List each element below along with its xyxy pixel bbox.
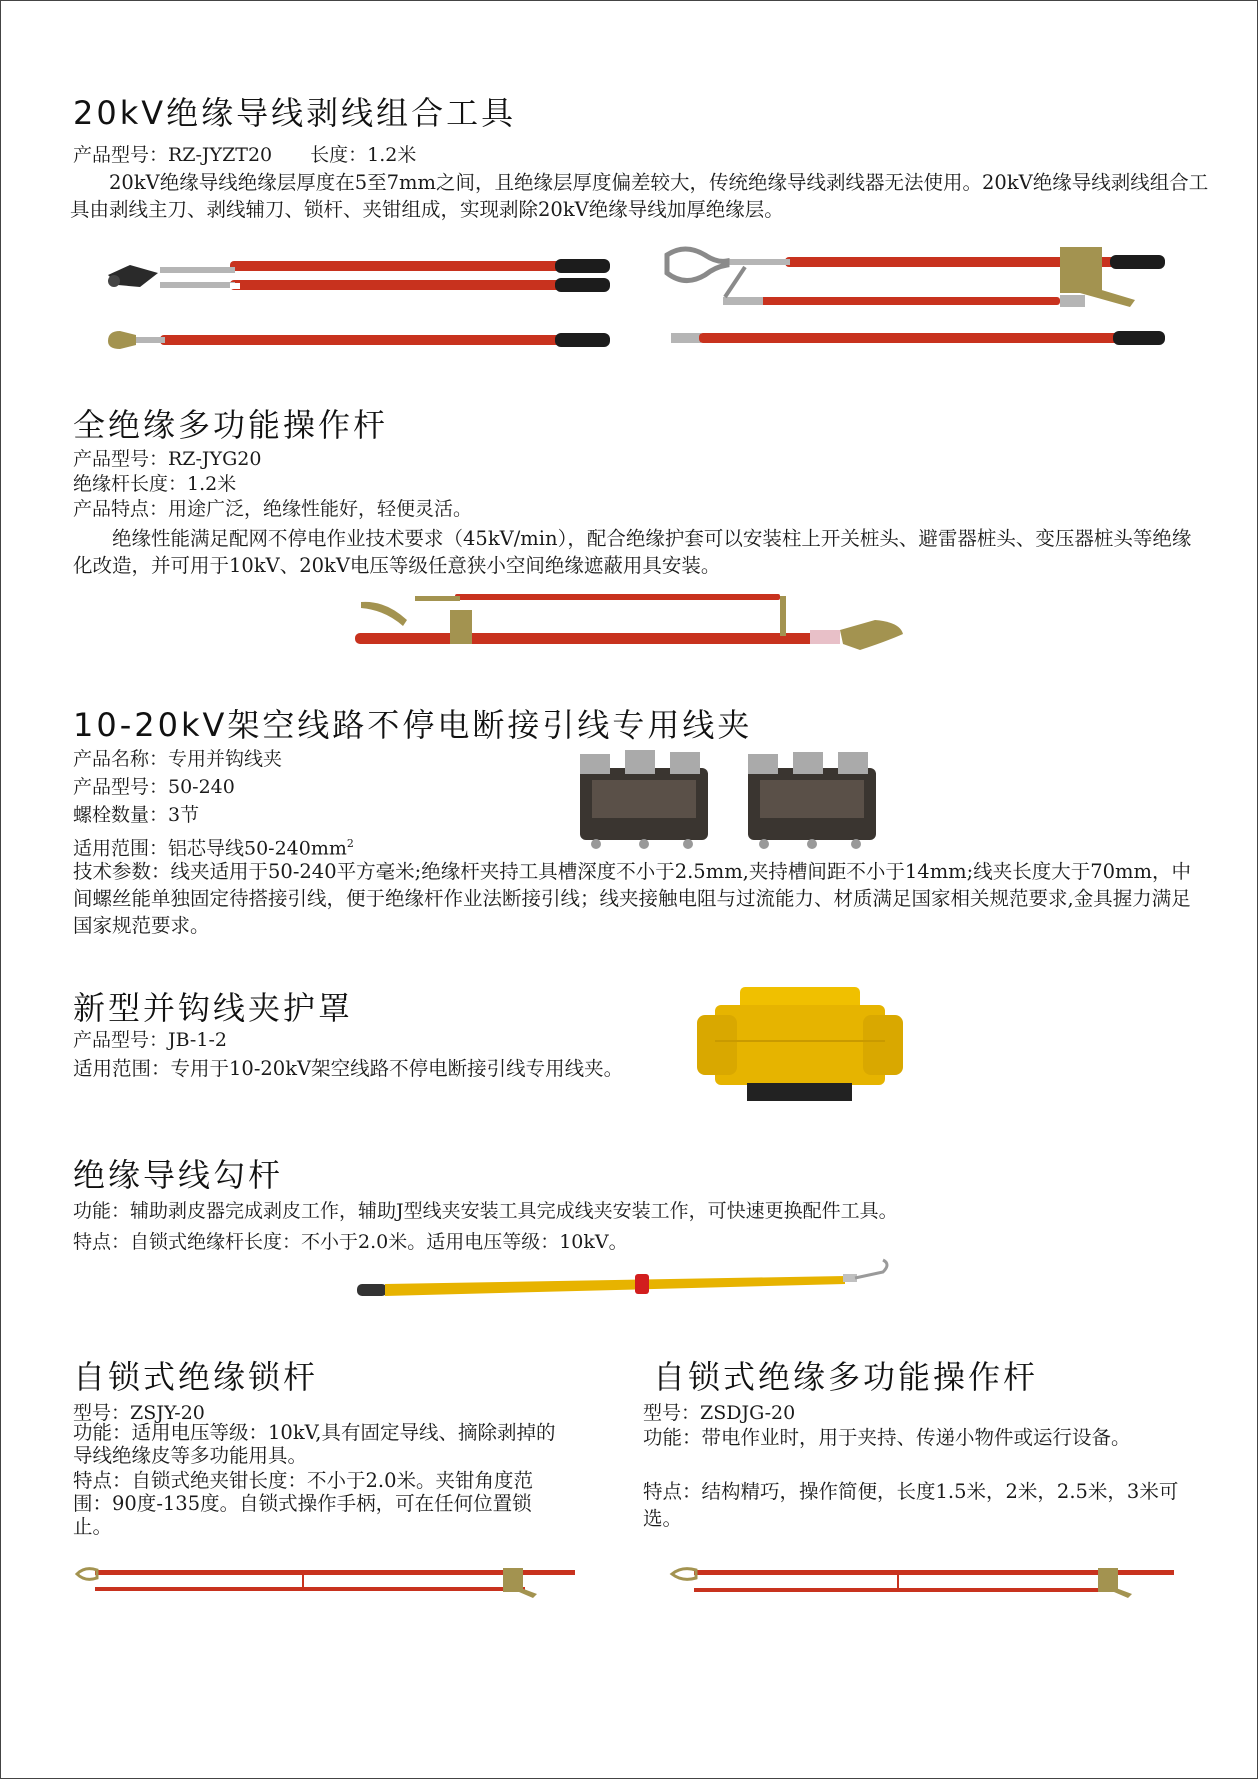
multi-rod-features: 特点：结构精巧，操作简便，长度1.5米，2米，2.5米，3米可选。 (643, 1480, 1179, 1530)
section-title-hook: 绝缘导线勾杆 (73, 1156, 284, 1194)
section-title-lock-rod: 自锁式绝缘锁杆 (73, 1358, 319, 1396)
operating-rod-length: 绝缘杆长度：1.2米 (73, 473, 237, 495)
operating-rod-model: 产品型号：RZ-JYG20 (73, 448, 262, 470)
stripper-model-line: 产品型号：RZ-JYZT20 长度：1.2米 (73, 144, 417, 166)
lock-rod-image (75, 1560, 595, 1600)
cover-range: 适用范围：专用于10-20kV架空线路不停电断接引线专用线夹。 (73, 1057, 624, 1080)
operating-rod-features: 产品特点：用途广泛，绝缘性能好，轻便灵活。 (73, 498, 473, 520)
clamp-tech-params: 技术参数：线夹适用于50-240平方毫米;绝缘杆夹持工具槽深度不小于2.5mm,夹持槽间距不小于14mm;线夹长度大于70mm，中间螺丝能单独固定待搭接引线，便于绝缘杆作业法断接引线；线夹接触电阻与过流能力、材质满足国家相关规范要求,金具握力满足国家规范要求。 (73, 860, 1192, 937)
clamp-range: 适用范围：铝芯导线50-240mm (73, 837, 347, 860)
clamp-range-superscript: 2 (346, 837, 354, 850)
section-title-cover: 新型并钩线夹护罩 (73, 989, 354, 1027)
section-title-stripper: 20kV绝缘导线剥线组合工具 (73, 94, 517, 132)
lock-rod-function: 功能：适用电压等级：10kV,具有固定导线、摘除剥掉的导线绝缘皮等多功能用具。 (73, 1421, 556, 1467)
section-title-operating-rod: 全绝缘多功能操作杆 (73, 406, 389, 444)
cover-model: 产品型号：JB-1-2 (73, 1029, 227, 1051)
stripper-description: 20kV绝缘导线绝缘层厚度在5至7mm之间，且绝缘层厚度偏差较大，传统绝缘导线剥线器无法使用。20kV绝缘导线剥线组合工具由剥线主刀、剥线辅刀、锁杆、夹钳组成，实现剥除20kV绝缘导线加厚绝缘层。 (70, 171, 1209, 221)
multi-rod-image (670, 1560, 1190, 1600)
stripper-tool-image-right (665, 245, 1175, 355)
lock-rod-features: 特点：自锁式绝夹钳长度：不小于2.0米。夹钳角度范围：90度-135度。自锁式操作手柄，可在任何位置锁止。 (73, 1469, 534, 1538)
operating-rod-image (355, 590, 905, 655)
stripper-tool-image-left (100, 255, 620, 355)
hook-rod-image (355, 1260, 895, 1300)
hook-features: 特点：自锁式绝缘杆长度：不小于2.0米。适用电压等级：10kV。 (73, 1231, 628, 1253)
clamp-image (570, 740, 880, 855)
section-title-multi-rod: 自锁式绝缘多功能操作杆 (653, 1358, 1039, 1396)
cover-image (695, 985, 905, 1110)
operating-rod-description: 绝缘性能满足配网不停电作业技术要求（45kV/min），配合绝缘护套可以安装柱上开关桩头、避雷器桩头、变压器桩头等绝缘化改造，并可用于10kV、20kV电压等级任意狭小空间绝缘遮蔽用具安装。 (73, 527, 1192, 577)
multi-rod-model: 型号：ZSDJG-20 (643, 1402, 796, 1424)
lock-rod-model: 型号：ZSJY-20 (73, 1402, 205, 1424)
hook-function: 功能：辅助剥皮器完成剥皮工作，辅助J型线夹安装工具完成线夹安装工作，可快速更换配件工具。 (73, 1200, 898, 1222)
clamp-name: 产品名称：专用并钩线夹 (73, 748, 283, 770)
multi-rod-function: 功能：带电作业时，用于夹持、传递小物件或运行设备。 (643, 1426, 1131, 1449)
clamp-model: 产品型号：50-240 (73, 776, 235, 798)
section-title-clamp: 10-20kV架空线路不停电断接引线专用线夹 (73, 706, 753, 744)
clamp-bolts: 螺栓数量：3节 (73, 804, 200, 826)
